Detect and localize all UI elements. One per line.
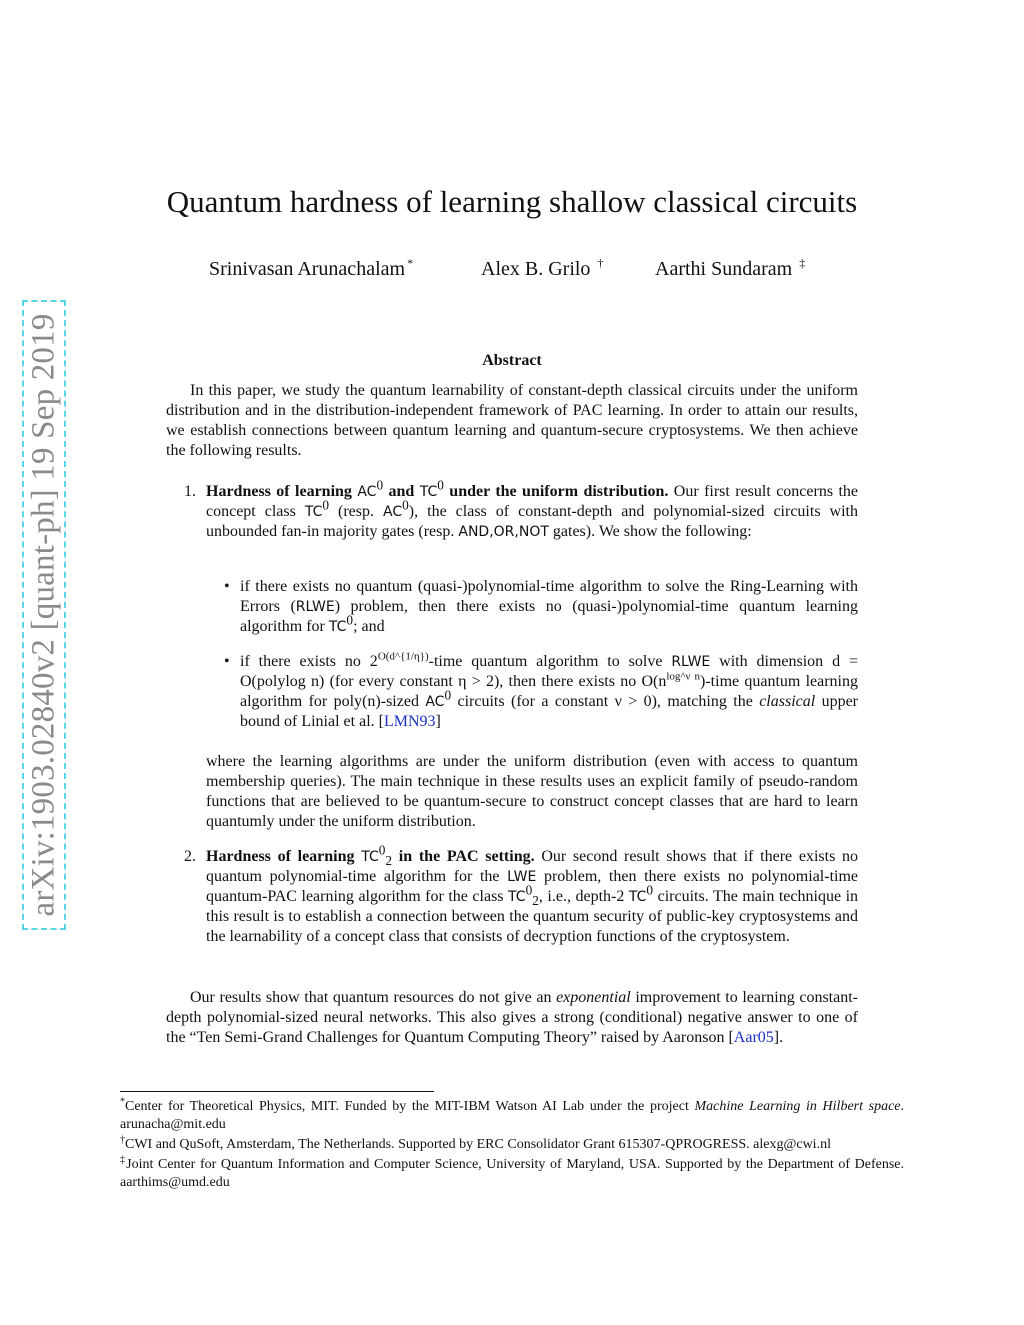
author-list: [205, 258, 845, 288]
author-grilo: Alex B. Grilo †: [481, 256, 604, 280]
item-number: 1.: [184, 483, 196, 500]
author-sundaram: Aarthi Sundaram ‡: [655, 256, 806, 280]
abstract-intro: In this paper, we study the quantum learnability of constant-depth classical circuits under the uniform distribution and in the distribution-independent framework of PAC learning. In order to attain our results, we establish connections between quantum learning and quantum-secure cryptosystems. We then achieve the following results.: [166, 382, 858, 459]
item-content: Hardness of learning $TC^0_2$ in the PAC setting. Our second result shows that if there exists no quantum polynomial-time algorithm for the LWE problem, then there exists no polynomial-time quantum-PAC learning algorithm for the class $TC^0_2$, i.e., depth-2 $TC^0$ circuits. The main technique in this result is to establish a connection between the quantum security of public-key cryptosystems and the learnability of a concept class that consists of decryption functions of the cryptosystem.: [206, 842, 859, 945]
citation-link[interactable]: LMN93: [383, 713, 436, 730]
where-paragraph: where the learning algorithms are under the uniform distribution (even with access to quantum membership queries). The main technique in these results uses an explicit family of pseudo-random functions that are believed to be quantum-secure to construct concept classes that are hard to learn quantumly under the uniform distribution.: [206, 753, 858, 830]
footnote-arunachalam: *Center for Theoretical Physics, MIT. Funded by the MIT-IBM Watson AI Lab under the project Machine Learning in Hilbert space. arunacha@mit.edu: [120, 1096, 904, 1132]
arxiv-stamp: [22, 300, 66, 930]
author-arunachalam: Srinivasan Arunachalam *: [209, 256, 414, 280]
footnotes: [120, 1098, 904, 1194]
footnote-grilo: †CWI and QuSoft, Amsterdam, The Netherlands. Supported by ERC Consolidator Grant 615307-QPROGRESS. alexg@cwi.nl: [120, 1134, 831, 1152]
footnote-rule: [120, 1091, 434, 1092]
arxiv-id[interactable]: arXiv:1903.02840v2 [quant-ph] 19 Sep 2019: [25, 313, 62, 917]
item-content: Hardness of learning $AC^0$ and $TC^0$ under the uniform distribution. Our first result concerns the concept class $TC^0$ (resp. $AC^0$), the class of constant-depth and polynomial-sized circuits with unbounded fan-in majority gates (resp. AND,OR,NOT gates). We show the following:: [206, 477, 858, 540]
citation-link[interactable]: Aar05: [733, 1029, 774, 1046]
footnote-sundaram: ‡Joint Center for Quantum Information and Computer Science, University of Maryland, USA. Supported by the Department of Defense. aarthims@umd.edu: [120, 1154, 905, 1190]
abstract-heading: Abstract: [482, 352, 542, 369]
abstract-conclusion: Our results show that quantum resources do not give an exponential improvement to learning constant-depth polynomial-sized neural networks. This also gives a strong (conditional) negative answer to one of the “Ten Semi-Grand Challenges for Quantum Computing Theory” raised by Aaronson [Aar05].: [166, 989, 859, 1046]
item-number: 2.: [184, 848, 196, 865]
paper-title: Quantum hardness of learning shallow classical circuits: [166, 184, 858, 219]
bullet-dot: •: [224, 578, 230, 595]
bullet-dot: •: [224, 653, 230, 670]
